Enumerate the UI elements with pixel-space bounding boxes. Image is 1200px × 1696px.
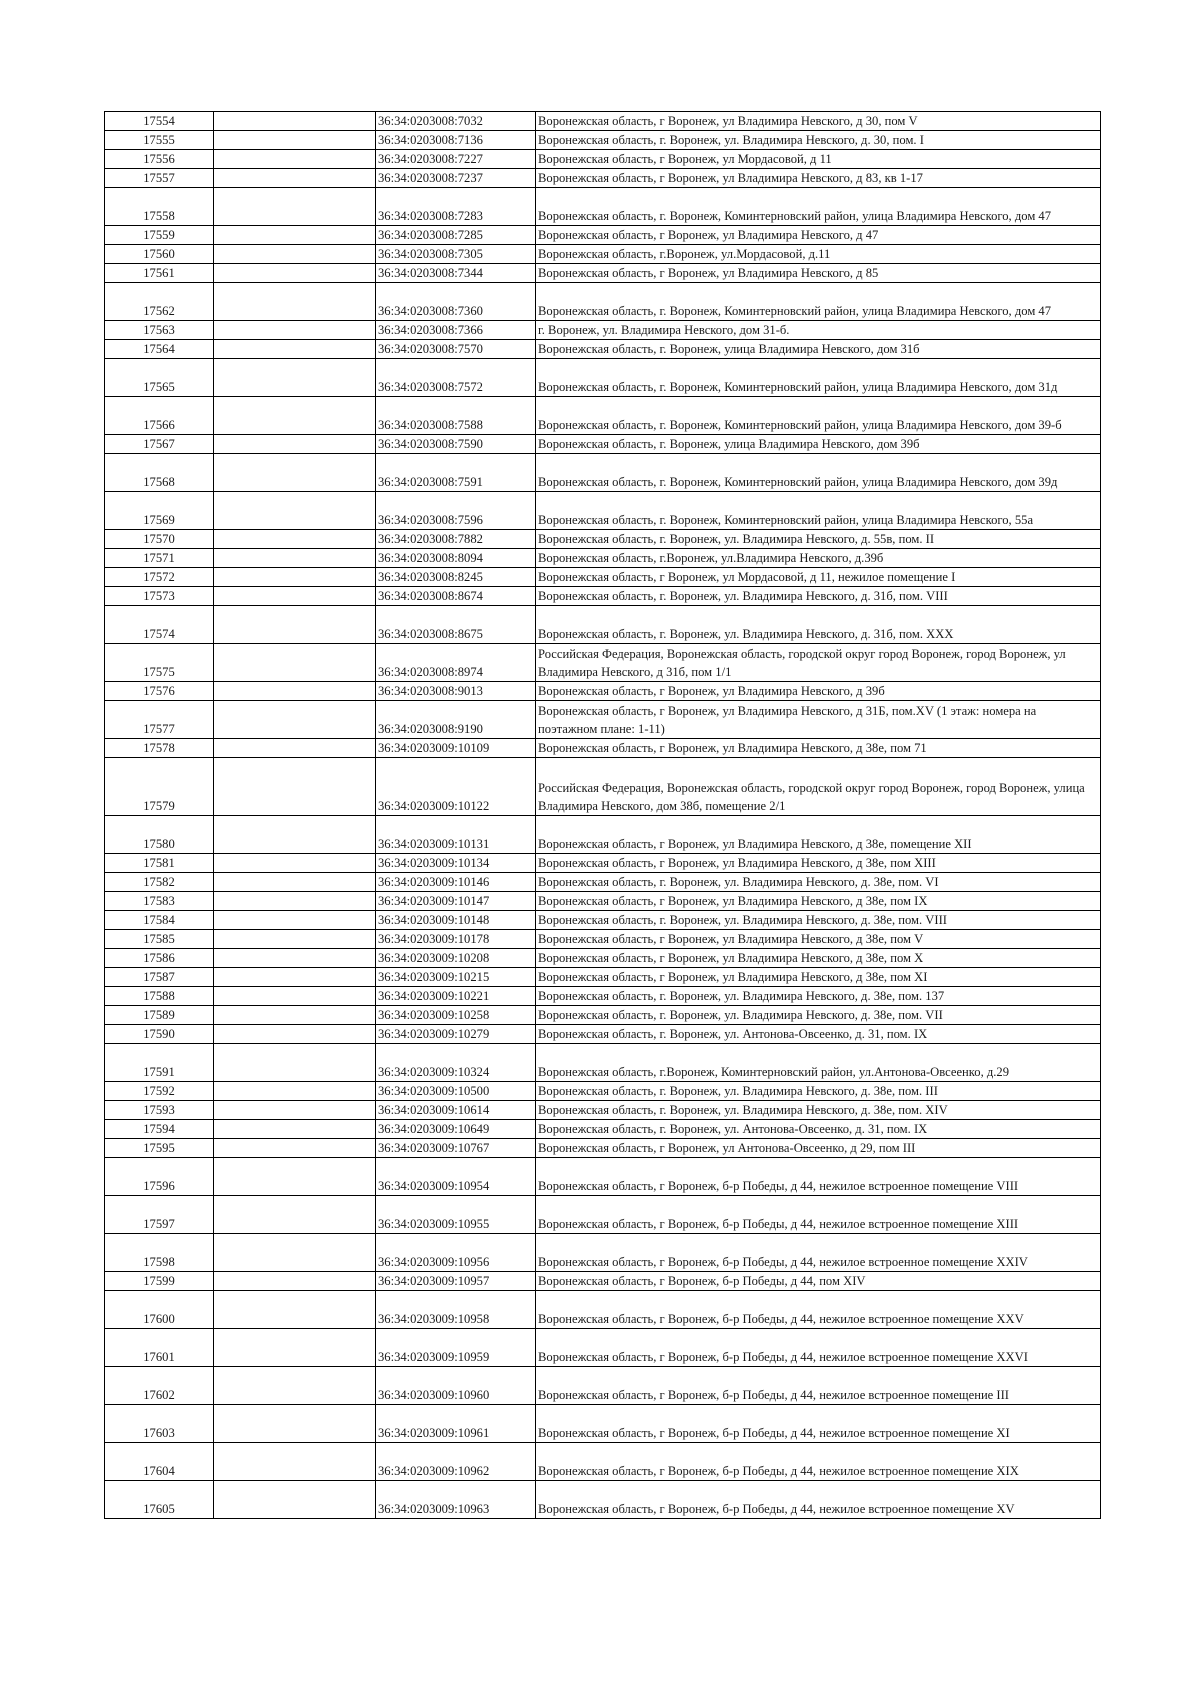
table-row — [105, 644, 1101, 682]
empty-cell — [214, 873, 376, 892]
row-number: 17594 — [105, 1120, 214, 1139]
empty-cell — [214, 1006, 376, 1025]
row-number: 17555 — [105, 131, 214, 150]
row-number: 17602 — [105, 1367, 214, 1405]
row-number: 17558 — [105, 188, 214, 226]
cadastral-number: 36:34:0203008:7360 — [376, 283, 536, 321]
address: Воронежская область, г.Воронеж, Коминтерновский район, ул.Антонова-Овсеенко, д.29 — [536, 1044, 1101, 1082]
address: Воронежская область, г. Воронеж, ул. Владимира Невского, д. 38е, пом. XIV — [536, 1101, 1101, 1120]
row-number: 17583 — [105, 892, 214, 911]
cadastral-number: 36:34:0203009:10649 — [376, 1120, 536, 1139]
row-number: 17582 — [105, 873, 214, 892]
cadastral-number: 36:34:0203008:7032 — [376, 112, 536, 131]
table-row — [105, 1291, 1101, 1329]
table-row — [105, 1196, 1101, 1234]
cadastral-number: 36:34:0203009:10147 — [376, 892, 536, 911]
empty-cell — [214, 1139, 376, 1158]
empty-cell — [214, 1405, 376, 1443]
table-row — [105, 1082, 1101, 1101]
address: Воронежская область, г. Воронеж, ул. Владимира Невского, д. 31б, пом. XXX — [536, 606, 1101, 644]
row-number: 17590 — [105, 1025, 214, 1044]
cadastral-number: 36:34:0203009:10955 — [376, 1196, 536, 1234]
address: Воронежская область, г Воронеж, б-р Победы, д 44, нежилое встроенное помещение XXVI — [536, 1329, 1101, 1367]
empty-cell — [214, 245, 376, 264]
table-row — [105, 226, 1101, 245]
address: Воронежская область, г.Воронеж, ул.Мордасовой, д.11 — [536, 245, 1101, 264]
cadastral-number: 36:34:0203009:10122 — [376, 758, 536, 816]
cadastral-number: 36:34:0203009:10178 — [376, 930, 536, 949]
empty-cell — [214, 264, 376, 283]
row-number: 17593 — [105, 1101, 214, 1120]
address: Российская Федерация, Воронежская область, городской округ город Воронеж, город Воронеж, ул Владимира Невского, д 31б, пом 1/1 — [536, 644, 1101, 682]
empty-cell — [214, 1101, 376, 1120]
empty-cell — [214, 816, 376, 854]
cadastral-number: 36:34:0203008:9190 — [376, 701, 536, 739]
address: Воронежская область, г Воронеж, б-р Победы, д 44, нежилое встроенное помещение XI — [536, 1405, 1101, 1443]
cadastral-number: 36:34:0203009:10960 — [376, 1367, 536, 1405]
address: Воронежская область, г Воронеж, б-р Победы, д 44, нежилое встроенное помещение XXV — [536, 1291, 1101, 1329]
empty-cell — [214, 1025, 376, 1044]
table-row — [105, 530, 1101, 549]
table-row — [105, 492, 1101, 530]
empty-cell — [214, 930, 376, 949]
address: Воронежская область, г Воронеж, ул Владимира Невского, д 38е, пом XI — [536, 968, 1101, 987]
address: Воронежская область, г. Воронеж, Коминтерновский район, улица Владимира Невского, дом 39-б — [536, 397, 1101, 435]
cadastral-number: 36:34:0203008:7237 — [376, 169, 536, 188]
address: Воронежская область, г Воронеж, б-р Победы, д 44, нежилое встроенное помещение III — [536, 1367, 1101, 1405]
empty-cell — [214, 968, 376, 987]
address: Воронежская область, г Воронеж, ул Мордасовой, д 11 — [536, 150, 1101, 169]
cadastral-number: 36:34:0203008:7882 — [376, 530, 536, 549]
empty-cell — [214, 892, 376, 911]
table-row — [105, 340, 1101, 359]
cadastral-number: 36:34:0203008:7366 — [376, 321, 536, 340]
address: Воронежская область, г Воронеж, б-р Победы, д 44, нежилое встроенное помещение VIII — [536, 1158, 1101, 1196]
row-number: 17599 — [105, 1272, 214, 1291]
table-row — [105, 758, 1101, 816]
cadastral-number: 36:34:0203008:7588 — [376, 397, 536, 435]
table-row — [105, 359, 1101, 397]
row-number: 17586 — [105, 949, 214, 968]
table-row — [105, 112, 1101, 131]
address: Воронежская область, г. Воронеж, Коминтерновский район, улица Владимира Невского, дом 39д — [536, 454, 1101, 492]
cadastral-number: 36:34:0203009:10258 — [376, 1006, 536, 1025]
cadastral-number: 36:34:0203009:10959 — [376, 1329, 536, 1367]
empty-cell — [214, 549, 376, 568]
row-number: 17573 — [105, 587, 214, 606]
row-number: 17591 — [105, 1044, 214, 1082]
row-number: 17572 — [105, 568, 214, 587]
row-number: 17600 — [105, 1291, 214, 1329]
cadastral-number: 36:34:0203009:10962 — [376, 1443, 536, 1481]
empty-cell — [214, 1291, 376, 1329]
cadastral-number: 36:34:0203008:7227 — [376, 150, 536, 169]
address: Воронежская область, г. Воронеж, улица Владимира Невского, дом 39б — [536, 435, 1101, 454]
table-row — [105, 283, 1101, 321]
cadastral-number: 36:34:0203008:7570 — [376, 340, 536, 359]
cadastral-number: 36:34:0203008:7590 — [376, 435, 536, 454]
row-number: 17605 — [105, 1481, 214, 1519]
row-number: 17603 — [105, 1405, 214, 1443]
row-number: 17580 — [105, 816, 214, 854]
address: Воронежская область, г Воронеж, ул Владимира Невского, д 38е, пом 71 — [536, 739, 1101, 758]
cadastral-number: 36:34:0203008:8094 — [376, 549, 536, 568]
empty-cell — [214, 1044, 376, 1082]
table-row — [105, 968, 1101, 987]
address: Воронежская область, г Воронеж, ул Владимира Невского, д 38е, пом IX — [536, 892, 1101, 911]
registry-body — [105, 112, 1101, 1519]
cadastral-number: 36:34:0203009:10956 — [376, 1234, 536, 1272]
empty-cell — [214, 949, 376, 968]
cadastral-number: 36:34:0203008:7572 — [376, 359, 536, 397]
address: Воронежская область, г Воронеж, б-р Победы, д 44, нежилое встроенное помещение XXIV — [536, 1234, 1101, 1272]
cadastral-number: 36:34:0203009:10614 — [376, 1101, 536, 1120]
empty-cell — [214, 1272, 376, 1291]
table-row — [105, 150, 1101, 169]
table-row — [105, 892, 1101, 911]
cadastral-number: 36:34:0203009:10954 — [376, 1158, 536, 1196]
cadastral-number: 36:34:0203008:9013 — [376, 682, 536, 701]
empty-cell — [214, 987, 376, 1006]
table-row — [105, 1405, 1101, 1443]
cadastral-number: 36:34:0203009:10208 — [376, 949, 536, 968]
table-row — [105, 1101, 1101, 1120]
empty-cell — [214, 530, 376, 549]
row-number: 17596 — [105, 1158, 214, 1196]
row-number: 17570 — [105, 530, 214, 549]
table-row — [105, 1272, 1101, 1291]
address: Воронежская область, г. Воронеж, ул. Владимира Невского, д. 30, пом. I — [536, 131, 1101, 150]
empty-cell — [214, 1120, 376, 1139]
row-number: 17576 — [105, 682, 214, 701]
cadastral-number: 36:34:0203008:7591 — [376, 454, 536, 492]
empty-cell — [214, 150, 376, 169]
address: Воронежская область, г. Воронеж, ул. Владимира Невского, д. 38е, пом. 137 — [536, 987, 1101, 1006]
empty-cell — [214, 1443, 376, 1481]
row-number: 17587 — [105, 968, 214, 987]
empty-cell — [214, 1082, 376, 1101]
empty-cell — [214, 321, 376, 340]
table-row — [105, 854, 1101, 873]
row-number: 17561 — [105, 264, 214, 283]
table-row — [105, 1234, 1101, 1272]
empty-cell — [214, 1158, 376, 1196]
table-row — [105, 397, 1101, 435]
row-number: 17578 — [105, 739, 214, 758]
table-row — [105, 911, 1101, 930]
table-row — [105, 1006, 1101, 1025]
table-row — [105, 264, 1101, 283]
address: Воронежская область, г Воронеж, ул Владимира Невского, д 38е, пом V — [536, 930, 1101, 949]
row-number: 17592 — [105, 1082, 214, 1101]
address: Воронежская область, г Воронеж, ул Антонова-Овсеенко, д 29, пом III — [536, 1139, 1101, 1158]
address: Воронежская область, г. Воронеж, ул. Владимира Невского, д. 38е, пом. VIII — [536, 911, 1101, 930]
empty-cell — [214, 454, 376, 492]
cadastral-number: 36:34:0203009:10324 — [376, 1044, 536, 1082]
table-row — [105, 1367, 1101, 1405]
empty-cell — [214, 682, 376, 701]
row-number: 17556 — [105, 150, 214, 169]
table-row — [105, 1443, 1101, 1481]
cadastral-number: 36:34:0203008:7596 — [376, 492, 536, 530]
row-number: 17557 — [105, 169, 214, 188]
table-row — [105, 587, 1101, 606]
row-number: 17569 — [105, 492, 214, 530]
row-number: 17562 — [105, 283, 214, 321]
address: Воронежская область, г Воронеж, ул Мордасовой, д 11, нежилое помещение I — [536, 568, 1101, 587]
empty-cell — [214, 169, 376, 188]
row-number: 17597 — [105, 1196, 214, 1234]
row-number: 17589 — [105, 1006, 214, 1025]
empty-cell — [214, 131, 376, 150]
table-row — [105, 701, 1101, 739]
cadastral-number: 36:34:0203009:10963 — [376, 1481, 536, 1519]
table-row — [105, 606, 1101, 644]
row-number: 17584 — [105, 911, 214, 930]
cadastral-number: 36:34:0203009:10958 — [376, 1291, 536, 1329]
row-number: 17588 — [105, 987, 214, 1006]
table-row — [105, 131, 1101, 150]
address: г. Воронеж, ул. Владимира Невского, дом 31-б. — [536, 321, 1101, 340]
cadastral-number: 36:34:0203009:10134 — [376, 854, 536, 873]
table-row — [105, 739, 1101, 758]
row-number: 17554 — [105, 112, 214, 131]
address: Воронежская область, г.Воронеж, ул.Владимира Невского, д.39б — [536, 549, 1101, 568]
address: Воронежская область, г. Воронеж, Коминтерновский район, улица Владимира Невского, дом 47 — [536, 283, 1101, 321]
table-row — [105, 1044, 1101, 1082]
empty-cell — [214, 492, 376, 530]
property-registry-table — [104, 111, 1101, 1519]
address: Воронежская область, г. Воронеж, ул. Антонова-Овсеенко, д. 31, пом. IX — [536, 1120, 1101, 1139]
address: Воронежская область, г Воронеж, ул Владимира Невского, д 30, пом V — [536, 112, 1101, 131]
table-row — [105, 987, 1101, 1006]
cadastral-number: 36:34:0203008:7285 — [376, 226, 536, 245]
empty-cell — [214, 606, 376, 644]
row-number: 17595 — [105, 1139, 214, 1158]
table-row — [105, 321, 1101, 340]
address: Воронежская область, г Воронеж, ул Владимира Невского, д 38е, пом X — [536, 949, 1101, 968]
address: Воронежская область, г Воронеж, ул Владимира Невского, д 83, кв 1-17 — [536, 169, 1101, 188]
table-row — [105, 816, 1101, 854]
row-number: 17568 — [105, 454, 214, 492]
address: Воронежская область, г. Воронеж, улица Владимира Невского, дом 31б — [536, 340, 1101, 359]
cadastral-number: 36:34:0203008:8245 — [376, 568, 536, 587]
row-number: 17560 — [105, 245, 214, 264]
address: Воронежская область, г Воронеж, б-р Победы, д 44, нежилое встроенное помещение XIII — [536, 1196, 1101, 1234]
empty-cell — [214, 701, 376, 739]
address: Воронежская область, г Воронеж, ул Владимира Невского, д 39б — [536, 682, 1101, 701]
address: Воронежская область, г Воронеж, ул Владимира Невского, д 47 — [536, 226, 1101, 245]
address: Воронежская область, г Воронеж, б-р Победы, д 44, нежилое встроенное помещение XV — [536, 1481, 1101, 1519]
empty-cell — [214, 435, 376, 454]
table-row — [105, 549, 1101, 568]
table-row — [105, 1025, 1101, 1044]
address: Воронежская область, г Воронеж, ул Владимира Невского, д 38е, помещение XII — [536, 816, 1101, 854]
address: Воронежская область, г. Воронеж, ул. Владимира Невского, д. 38е, пом. VI — [536, 873, 1101, 892]
cadastral-number: 36:34:0203009:10148 — [376, 911, 536, 930]
address: Воронежская область, г Воронеж, ул Владимира Невского, д 38е, пом XIII — [536, 854, 1101, 873]
empty-cell — [214, 758, 376, 816]
cadastral-number: 36:34:0203008:7305 — [376, 245, 536, 264]
empty-cell — [214, 1367, 376, 1405]
table-row — [105, 169, 1101, 188]
cadastral-number: 36:34:0203008:8675 — [376, 606, 536, 644]
cadastral-number: 36:34:0203009:10109 — [376, 739, 536, 758]
table-row — [105, 435, 1101, 454]
table-row — [105, 873, 1101, 892]
row-number: 17601 — [105, 1329, 214, 1367]
empty-cell — [214, 340, 376, 359]
address: Российская Федерация, Воронежская область, городской округ город Воронеж, город Воронеж, улица Владимира Невского, дом 38б, помещение 2/1 — [536, 758, 1101, 816]
table-row — [105, 188, 1101, 226]
empty-cell — [214, 1329, 376, 1367]
table-row — [105, 568, 1101, 587]
table-row — [105, 1158, 1101, 1196]
cadastral-number: 36:34:0203008:7136 — [376, 131, 536, 150]
empty-cell — [214, 739, 376, 758]
cadastral-number: 36:34:0203008:7344 — [376, 264, 536, 283]
empty-cell — [214, 112, 376, 131]
empty-cell — [214, 587, 376, 606]
table-row — [105, 454, 1101, 492]
cadastral-number: 36:34:0203008:8974 — [376, 644, 536, 682]
cadastral-number: 36:34:0203009:10961 — [376, 1405, 536, 1443]
row-number: 17564 — [105, 340, 214, 359]
empty-cell — [214, 1196, 376, 1234]
empty-cell — [214, 1481, 376, 1519]
address: Воронежская область, г Воронеж, ул Владимира Невского, д 31Б, пом.XV (1 этаж: номера на поэтажном плане: 1-11) — [536, 701, 1101, 739]
row-number: 17574 — [105, 606, 214, 644]
row-number: 17604 — [105, 1443, 214, 1481]
address: Воронежская область, г Воронеж, ул Владимира Невского, д 85 — [536, 264, 1101, 283]
address: Воронежская область, г. Воронеж, ул. Владимира Невского, д. 38е, пом. III — [536, 1082, 1101, 1101]
cadastral-number: 36:34:0203008:8674 — [376, 587, 536, 606]
cadastral-number: 36:34:0203009:10221 — [376, 987, 536, 1006]
cadastral-number: 36:34:0203009:10215 — [376, 968, 536, 987]
table-row — [105, 1329, 1101, 1367]
row-number: 17571 — [105, 549, 214, 568]
cadastral-number: 36:34:0203009:10146 — [376, 873, 536, 892]
empty-cell — [214, 1234, 376, 1272]
row-number: 17559 — [105, 226, 214, 245]
address: Воронежская область, г. Воронеж, ул. Владимира Невского, д. 55в, пом. II — [536, 530, 1101, 549]
address: Воронежская область, г. Воронеж, ул. Владимира Невского, д. 38е, пом. VII — [536, 1006, 1101, 1025]
cadastral-number: 36:34:0203009:10767 — [376, 1139, 536, 1158]
empty-cell — [214, 854, 376, 873]
address: Воронежская область, г. Воронеж, ул. Антонова-Овсеенко, д. 31, пом. IX — [536, 1025, 1101, 1044]
row-number: 17563 — [105, 321, 214, 340]
empty-cell — [214, 283, 376, 321]
empty-cell — [214, 226, 376, 245]
row-number: 17565 — [105, 359, 214, 397]
cadastral-number: 36:34:0203009:10500 — [376, 1082, 536, 1101]
row-number: 17581 — [105, 854, 214, 873]
table-row — [105, 1139, 1101, 1158]
address: Воронежская область, г. Воронеж, Коминтерновский район, улица Владимира Невского, дом 31д — [536, 359, 1101, 397]
address: Воронежская область, г Воронеж, б-р Победы, д 44, нежилое встроенное помещение XIX — [536, 1443, 1101, 1481]
table-row — [105, 930, 1101, 949]
row-number: 17585 — [105, 930, 214, 949]
address: Воронежская область, г Воронеж, б-р Победы, д 44, пом XIV — [536, 1272, 1101, 1291]
address: Воронежская область, г. Воронеж, Коминтерновский район, улица Владимира Невского, дом 47 — [536, 188, 1101, 226]
row-number: 17598 — [105, 1234, 214, 1272]
cadastral-number: 36:34:0203009:10279 — [376, 1025, 536, 1044]
table-row — [105, 682, 1101, 701]
table-row — [105, 245, 1101, 264]
empty-cell — [214, 188, 376, 226]
row-number: 17566 — [105, 397, 214, 435]
row-number: 17577 — [105, 701, 214, 739]
empty-cell — [214, 644, 376, 682]
cadastral-number: 36:34:0203008:7283 — [376, 188, 536, 226]
address: Воронежская область, г. Воронеж, ул. Владимира Невского, д. 31б, пом. VIII — [536, 587, 1101, 606]
cadastral-number: 36:34:0203009:10957 — [376, 1272, 536, 1291]
row-number: 17567 — [105, 435, 214, 454]
empty-cell — [214, 397, 376, 435]
address: Воронежская область, г. Воронеж, Коминтерновский район, улица Владимира Невского, 55а — [536, 492, 1101, 530]
empty-cell — [214, 568, 376, 587]
table-row — [105, 1120, 1101, 1139]
empty-cell — [214, 359, 376, 397]
empty-cell — [214, 911, 376, 930]
row-number: 17579 — [105, 758, 214, 816]
table-row — [105, 949, 1101, 968]
cadastral-number: 36:34:0203009:10131 — [376, 816, 536, 854]
row-number: 17575 — [105, 644, 214, 682]
table-row — [105, 1481, 1101, 1519]
